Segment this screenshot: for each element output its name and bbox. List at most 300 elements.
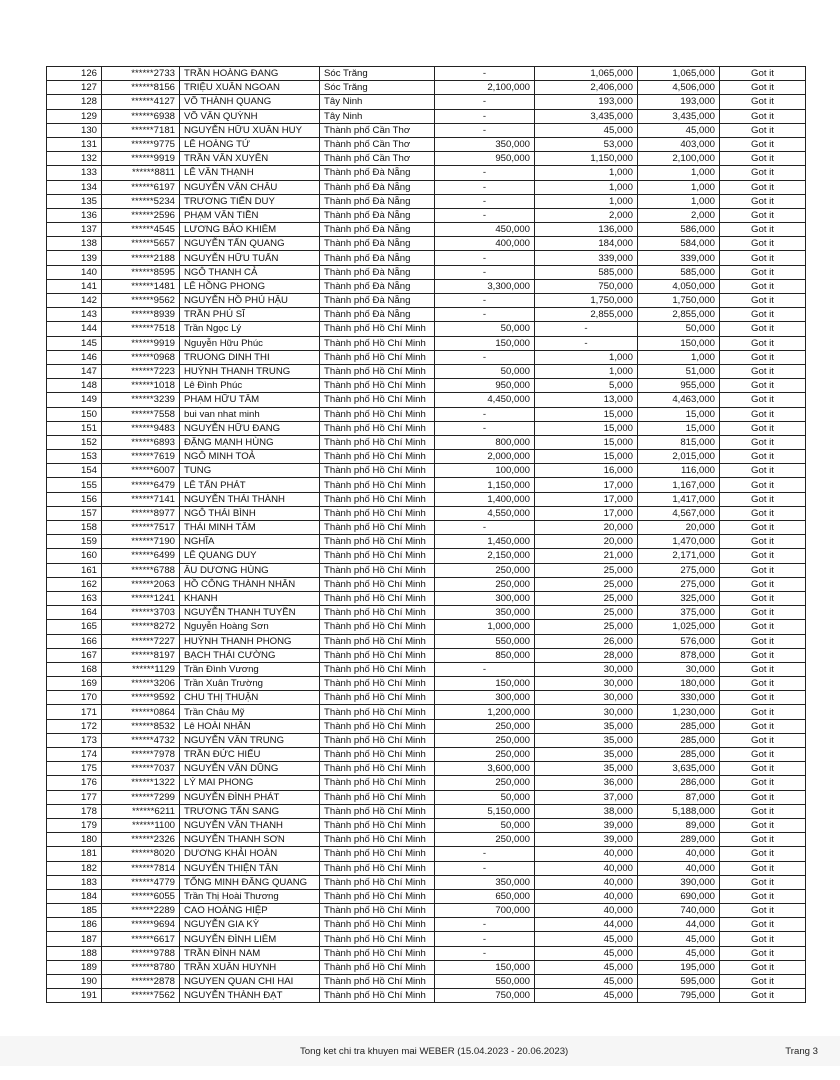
city-cell: Thành phố Hồ Chí Minh [320, 478, 435, 492]
total-cell: 2,000 [638, 208, 720, 222]
city-cell: Thành phố Hồ Chí Minh [320, 733, 435, 747]
row-number-cell: 135 [47, 194, 102, 208]
table-row [47, 364, 806, 378]
customer-name-cell: Trần Ngọc Lý [180, 322, 320, 336]
customer-name-cell: NGÔ MINH TOẢ [180, 450, 320, 464]
customer-name-cell: NGUYỄN THÀNH ĐẠT [180, 989, 320, 1003]
total-cell: 195,000 [638, 960, 720, 974]
total-cell: 275,000 [638, 577, 720, 591]
customer-id-cell: ******7558 [102, 407, 180, 421]
value-2-cell: 25,000 [535, 620, 638, 634]
status-cell: Got it [720, 932, 806, 946]
payout-table [46, 66, 806, 1003]
customer-name-cell: NGÔ THANH CẢ [180, 265, 320, 279]
total-cell: 285,000 [638, 719, 720, 733]
value-1-cell: - [435, 123, 535, 137]
table-row [47, 464, 806, 478]
customer-name-cell: NGUYỄN THÁI THÀNH [180, 492, 320, 506]
city-cell: Thành phố Hồ Chí Minh [320, 506, 435, 520]
status-cell: Got it [720, 308, 806, 322]
value-1-cell: 550,000 [435, 975, 535, 989]
value-2-cell: 45,000 [535, 932, 638, 946]
value-1-cell: 1,450,000 [435, 535, 535, 549]
total-cell: 375,000 [638, 606, 720, 620]
value-1-cell: 250,000 [435, 833, 535, 847]
customer-name-cell: LÊ VĂN THẠNH [180, 166, 320, 180]
customer-id-cell: ******9592 [102, 691, 180, 705]
status-cell: Got it [720, 450, 806, 464]
row-number-cell: 158 [47, 521, 102, 535]
city-cell: Thành phố Hồ Chí Minh [320, 407, 435, 421]
value-2-cell: 40,000 [535, 889, 638, 903]
total-cell: 1,167,000 [638, 478, 720, 492]
table-row [47, 393, 806, 407]
customer-id-cell: ******2878 [102, 975, 180, 989]
total-cell: 4,463,000 [638, 393, 720, 407]
value-2-cell: 35,000 [535, 748, 638, 762]
total-cell: 51,000 [638, 364, 720, 378]
value-1-cell: 3,300,000 [435, 279, 535, 293]
table-row [47, 435, 806, 449]
status-cell: Got it [720, 918, 806, 932]
value-1-cell: 4,450,000 [435, 393, 535, 407]
value-1-cell: - [435, 166, 535, 180]
table-row [47, 904, 806, 918]
city-cell: Thành phố Đà Nẵng [320, 265, 435, 279]
row-number-cell: 171 [47, 705, 102, 719]
row-number-cell: 156 [47, 492, 102, 506]
customer-id-cell: ******2326 [102, 833, 180, 847]
value-1-cell: 550,000 [435, 634, 535, 648]
customer-id-cell: ******6007 [102, 464, 180, 478]
row-number-cell: 151 [47, 421, 102, 435]
value-1-cell: 950,000 [435, 379, 535, 393]
customer-name-cell: TRẦN PHÚ SĨ [180, 308, 320, 322]
customer-name-cell: Nguyễn Hữu Phúc [180, 336, 320, 350]
customer-name-cell: ĐẶNG MẠNH HÙNG [180, 435, 320, 449]
value-1-cell: - [435, 421, 535, 435]
value-1-cell: 1,150,000 [435, 478, 535, 492]
status-cell: Got it [720, 393, 806, 407]
table-row [47, 180, 806, 194]
city-cell: Thành phố Đà Nẵng [320, 279, 435, 293]
table-row [47, 733, 806, 747]
status-cell: Got it [720, 223, 806, 237]
customer-name-cell: TRIỆU XUÂN NGOAN [180, 81, 320, 95]
value-1-cell: - [435, 932, 535, 946]
city-cell: Thành phố Hồ Chí Minh [320, 960, 435, 974]
status-cell: Got it [720, 435, 806, 449]
value-2-cell: 53,000 [535, 137, 638, 151]
row-number-cell: 134 [47, 180, 102, 194]
row-number-cell: 144 [47, 322, 102, 336]
table-row [47, 194, 806, 208]
city-cell: Thành phố Hồ Chí Minh [320, 620, 435, 634]
status-cell: Got it [720, 620, 806, 634]
status-cell: Got it [720, 904, 806, 918]
table-row [47, 279, 806, 293]
customer-id-cell: ******7814 [102, 861, 180, 875]
city-cell: Thành phố Hồ Chí Minh [320, 464, 435, 478]
total-cell: 955,000 [638, 379, 720, 393]
city-cell: Thành phố Hồ Chí Minh [320, 932, 435, 946]
table-row [47, 762, 806, 776]
customer-name-cell: BẠCH THÁI CƯỜNG [180, 648, 320, 662]
customer-id-cell: ******2596 [102, 208, 180, 222]
row-number-cell: 138 [47, 237, 102, 251]
value-2-cell: 36,000 [535, 776, 638, 790]
customer-id-cell: ******7517 [102, 521, 180, 535]
table-row [47, 975, 806, 989]
row-number-cell: 148 [47, 379, 102, 393]
value-1-cell: 1,200,000 [435, 705, 535, 719]
customer-name-cell: CAO HOÀNG HIỆP [180, 904, 320, 918]
city-cell: Thành phố Hồ Chí Minh [320, 833, 435, 847]
customer-id-cell: ******5657 [102, 237, 180, 251]
customer-id-cell: ******5234 [102, 194, 180, 208]
city-cell: Thành phố Hồ Chí Minh [320, 705, 435, 719]
total-cell: 5,188,000 [638, 804, 720, 818]
total-cell: 690,000 [638, 889, 720, 903]
value-2-cell: 28,000 [535, 648, 638, 662]
value-1-cell: 1,000,000 [435, 620, 535, 634]
row-number-cell: 162 [47, 577, 102, 591]
table-row [47, 67, 806, 81]
value-2-cell: 40,000 [535, 861, 638, 875]
total-cell: 2,015,000 [638, 450, 720, 464]
value-2-cell: 750,000 [535, 279, 638, 293]
value-1-cell: 700,000 [435, 904, 535, 918]
status-cell: Got it [720, 889, 806, 903]
customer-id-cell: ******2063 [102, 577, 180, 591]
value-1-cell: - [435, 95, 535, 109]
status-cell: Got it [720, 67, 806, 81]
total-cell: 1,000 [638, 166, 720, 180]
customer-name-cell: NGUYỄN THIỆN TÂN [180, 861, 320, 875]
value-2-cell: 45,000 [535, 946, 638, 960]
customer-id-cell: ******7619 [102, 450, 180, 464]
customer-id-cell: ******1129 [102, 662, 180, 676]
row-number-cell: 183 [47, 875, 102, 889]
customer-name-cell: NGUYỄN ĐÌNH PHÁT [180, 790, 320, 804]
table-row [47, 521, 806, 535]
value-2-cell: 44,000 [535, 918, 638, 932]
total-cell: 45,000 [638, 123, 720, 137]
value-1-cell: - [435, 407, 535, 421]
value-1-cell: 3,600,000 [435, 762, 535, 776]
status-cell: Got it [720, 577, 806, 591]
table-row [47, 421, 806, 435]
row-number-cell: 140 [47, 265, 102, 279]
total-cell: 339,000 [638, 251, 720, 265]
value-2-cell: 26,000 [535, 634, 638, 648]
city-cell: Thành phố Hồ Chí Minh [320, 691, 435, 705]
value-2-cell: 585,000 [535, 265, 638, 279]
city-cell: Thành phố Hồ Chí Minh [320, 521, 435, 535]
table-row [47, 960, 806, 974]
status-cell: Got it [720, 336, 806, 350]
value-1-cell: 250,000 [435, 577, 535, 591]
status-cell: Got it [720, 989, 806, 1003]
value-2-cell: 1,000 [535, 350, 638, 364]
row-number-cell: 180 [47, 833, 102, 847]
value-1-cell: 250,000 [435, 563, 535, 577]
city-cell: Thành phố Hồ Chí Minh [320, 904, 435, 918]
customer-name-cell: TRƯƠNG TẤN SANG [180, 804, 320, 818]
table-row [47, 662, 806, 676]
total-cell: 1,025,000 [638, 620, 720, 634]
row-number-cell: 137 [47, 223, 102, 237]
value-2-cell: 45,000 [535, 123, 638, 137]
total-cell: 2,855,000 [638, 308, 720, 322]
total-cell: 275,000 [638, 563, 720, 577]
table-row [47, 861, 806, 875]
total-cell: 795,000 [638, 989, 720, 1003]
city-cell: Thành phố Hồ Chí Minh [320, 492, 435, 506]
row-number-cell: 167 [47, 648, 102, 662]
customer-name-cell: NGHĨA [180, 535, 320, 549]
value-1-cell: 750,000 [435, 989, 535, 1003]
value-2-cell: 30,000 [535, 691, 638, 705]
city-cell: Thành phố Hồ Chí Minh [320, 790, 435, 804]
table-row [47, 818, 806, 832]
total-cell: 150,000 [638, 336, 720, 350]
city-cell: Thành phố Đà Nẵng [320, 208, 435, 222]
total-cell: 2,100,000 [638, 152, 720, 166]
value-2-cell: 35,000 [535, 733, 638, 747]
customer-name-cell: TRUONG DINH THI [180, 350, 320, 364]
value-2-cell: 16,000 [535, 464, 638, 478]
row-number-cell: 133 [47, 166, 102, 180]
customer-id-cell: ******1241 [102, 591, 180, 605]
city-cell: Thành phố Hồ Chí Minh [320, 889, 435, 903]
customer-name-cell: Trần Xuân Trường [180, 677, 320, 691]
value-2-cell: 45,000 [535, 975, 638, 989]
status-cell: Got it [720, 137, 806, 151]
row-number-cell: 147 [47, 364, 102, 378]
row-number-cell: 161 [47, 563, 102, 577]
value-2-cell: 1,150,000 [535, 152, 638, 166]
customer-id-cell: ******8977 [102, 506, 180, 520]
status-cell: Got it [720, 294, 806, 308]
row-number-cell: 143 [47, 308, 102, 322]
customer-name-cell: HUỲNH THANH PHONG [180, 634, 320, 648]
value-1-cell: - [435, 662, 535, 676]
value-2-cell: 21,000 [535, 549, 638, 563]
customer-id-cell: ******7299 [102, 790, 180, 804]
city-cell: Thành phố Hồ Chí Minh [320, 535, 435, 549]
customer-name-cell: LÝ MAI PHONG [180, 776, 320, 790]
status-cell: Got it [720, 152, 806, 166]
city-cell: Thành phố Hồ Chí Minh [320, 563, 435, 577]
customer-id-cell: ******9788 [102, 946, 180, 960]
customer-name-cell: DƯƠNG KHẢI HOÀN [180, 847, 320, 861]
value-1-cell: 950,000 [435, 152, 535, 166]
value-2-cell: 15,000 [535, 407, 638, 421]
status-cell: Got it [720, 208, 806, 222]
table-row [47, 109, 806, 123]
row-number-cell: 166 [47, 634, 102, 648]
value-1-cell: 250,000 [435, 748, 535, 762]
status-cell: Got it [720, 790, 806, 804]
value-2-cell: 40,000 [535, 904, 638, 918]
status-cell: Got it [720, 804, 806, 818]
city-cell: Thành phố Hồ Chí Minh [320, 435, 435, 449]
customer-name-cell: TRẦN ĐÌNH NAM [180, 946, 320, 960]
table-row [47, 691, 806, 705]
total-cell: 586,000 [638, 223, 720, 237]
row-number-cell: 187 [47, 932, 102, 946]
row-number-cell: 163 [47, 591, 102, 605]
customer-name-cell: TRẦN XUÂN HUYNH [180, 960, 320, 974]
value-2-cell: 15,000 [535, 435, 638, 449]
status-cell: Got it [720, 818, 806, 832]
customer-id-cell: ******6788 [102, 563, 180, 577]
customer-id-cell: ******8272 [102, 620, 180, 634]
customer-name-cell: Lê HOÀI NHÂN [180, 719, 320, 733]
value-1-cell: - [435, 918, 535, 932]
row-number-cell: 190 [47, 975, 102, 989]
value-2-cell: 25,000 [535, 577, 638, 591]
city-cell: Thành phố Hồ Chí Minh [320, 379, 435, 393]
city-cell: Thành phố Hồ Chí Minh [320, 677, 435, 691]
value-2-cell: 35,000 [535, 719, 638, 733]
value-2-cell: 20,000 [535, 535, 638, 549]
value-2-cell: 15,000 [535, 450, 638, 464]
total-cell: 30,000 [638, 662, 720, 676]
value-1-cell: - [435, 208, 535, 222]
customer-id-cell: ******1481 [102, 279, 180, 293]
city-cell: Thành phố Hồ Chí Minh [320, 804, 435, 818]
value-2-cell: 2,855,000 [535, 308, 638, 322]
customer-id-cell: ******9919 [102, 336, 180, 350]
table-row [47, 223, 806, 237]
city-cell: Thành phố Hồ Chí Minh [320, 336, 435, 350]
city-cell: Thành phố Hồ Chí Minh [320, 918, 435, 932]
total-cell: 815,000 [638, 435, 720, 449]
table-row [47, 918, 806, 932]
value-1-cell: 50,000 [435, 818, 535, 832]
row-number-cell: 184 [47, 889, 102, 903]
value-1-cell: 150,000 [435, 677, 535, 691]
table-row [47, 790, 806, 804]
status-cell: Got it [720, 464, 806, 478]
value-2-cell: 2,406,000 [535, 81, 638, 95]
table-row [47, 549, 806, 563]
customer-name-cell: ÂU DƯƠNG HÙNG [180, 563, 320, 577]
value-2-cell: 38,000 [535, 804, 638, 818]
table-row [47, 450, 806, 464]
customer-name-cell: TUNG [180, 464, 320, 478]
table-row [47, 875, 806, 889]
value-1-cell: 350,000 [435, 137, 535, 151]
city-cell: Thành phố Hồ Chí Minh [320, 748, 435, 762]
value-1-cell: 350,000 [435, 875, 535, 889]
value-1-cell: 300,000 [435, 591, 535, 605]
status-cell: Got it [720, 123, 806, 137]
row-number-cell: 189 [47, 960, 102, 974]
row-number-cell: 186 [47, 918, 102, 932]
row-number-cell: 175 [47, 762, 102, 776]
row-number-cell: 150 [47, 407, 102, 421]
customer-id-cell: ******2188 [102, 251, 180, 265]
status-cell: Got it [720, 109, 806, 123]
city-cell: Thành phố Hồ Chí Minh [320, 577, 435, 591]
row-number-cell: 146 [47, 350, 102, 364]
value-1-cell: 250,000 [435, 719, 535, 733]
value-2-cell: 1,000 [535, 166, 638, 180]
customer-id-cell: ******6617 [102, 932, 180, 946]
row-number-cell: 152 [47, 435, 102, 449]
row-number-cell: 132 [47, 152, 102, 166]
value-1-cell: 150,000 [435, 960, 535, 974]
customer-id-cell: ******6197 [102, 180, 180, 194]
value-2-cell: 1,065,000 [535, 67, 638, 81]
customer-id-cell: ******6893 [102, 435, 180, 449]
table-body [47, 67, 806, 1003]
city-cell: Thành phố Đà Nẵng [320, 308, 435, 322]
value-2-cell: 5,000 [535, 379, 638, 393]
table-row [47, 237, 806, 251]
table-row [47, 804, 806, 818]
customer-name-cell: NGUYỄN VĂN CHÂU [180, 180, 320, 194]
table-row [47, 847, 806, 861]
customer-name-cell: TRẦN ĐỨC HIẾU [180, 748, 320, 762]
row-number-cell: 165 [47, 620, 102, 634]
customer-name-cell: PHẠM VĂN TIỀN [180, 208, 320, 222]
status-cell: Got it [720, 691, 806, 705]
value-2-cell: 3,435,000 [535, 109, 638, 123]
value-1-cell: 800,000 [435, 435, 535, 449]
customer-id-cell: ******7141 [102, 492, 180, 506]
value-2-cell: 30,000 [535, 677, 638, 691]
customer-name-cell: NGUYỄN HỮU XUÂN HUY [180, 123, 320, 137]
customer-id-cell: ******8532 [102, 719, 180, 733]
customer-name-cell: VÕ THÀNH QUANG [180, 95, 320, 109]
value-1-cell: 350,000 [435, 606, 535, 620]
city-cell: Thành phố Hồ Chí Minh [320, 591, 435, 605]
status-cell: Got it [720, 648, 806, 662]
value-2-cell: 13,000 [535, 393, 638, 407]
row-number-cell: 153 [47, 450, 102, 464]
total-cell: 15,000 [638, 421, 720, 435]
value-2-cell: 35,000 [535, 762, 638, 776]
customer-name-cell: LÊ TẤN PHÁT [180, 478, 320, 492]
city-cell: Thành phố Hồ Chí Minh [320, 762, 435, 776]
customer-name-cell: TRẦN VĂN XUYÊN [180, 152, 320, 166]
value-1-cell: 5,150,000 [435, 804, 535, 818]
table-row [47, 705, 806, 719]
customer-id-cell: ******9775 [102, 137, 180, 151]
value-1-cell: - [435, 251, 535, 265]
value-2-cell: 15,000 [535, 421, 638, 435]
value-2-cell: 136,000 [535, 223, 638, 237]
customer-name-cell: PHẠM HỮU TÂM [180, 393, 320, 407]
total-cell: 87,000 [638, 790, 720, 804]
value-2-cell: 30,000 [535, 662, 638, 676]
city-cell: Thành phố Hồ Chí Minh [320, 776, 435, 790]
footer-title: Tong ket chi tra khuyen mai WEBER (15.04.2023 - 20.06.2023) [300, 1046, 569, 1057]
customer-name-cell: VÕ VĂN QUỲNH [180, 109, 320, 123]
table-row [47, 251, 806, 265]
table-row [47, 620, 806, 634]
status-cell: Got it [720, 95, 806, 109]
city-cell: Thành phố Hồ Chí Minh [320, 818, 435, 832]
customer-name-cell: LÊ HỒNG PHONG [180, 279, 320, 293]
value-1-cell: 650,000 [435, 889, 535, 903]
row-number-cell: 169 [47, 677, 102, 691]
total-cell: 584,000 [638, 237, 720, 251]
